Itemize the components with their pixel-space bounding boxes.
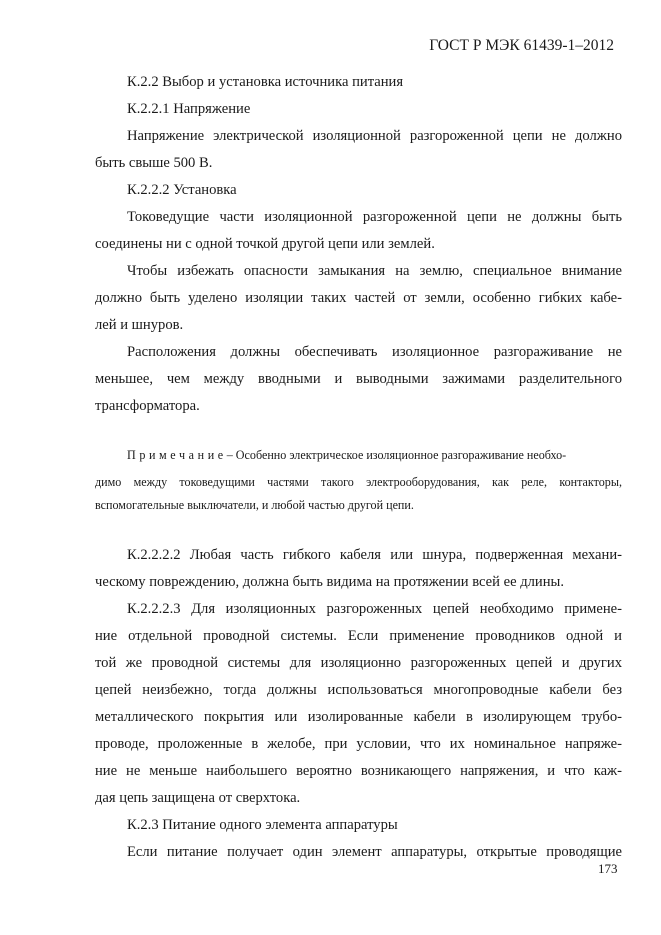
paragraph-line: проводе, проложенные в желобе, при условии, что их номинальное напряже- [95, 736, 622, 752]
paragraph-line: соединены ни с одной точкой другой цепи или землей. [95, 236, 435, 252]
subsection-heading-voltage: К.2.2.1 Напряжение [127, 101, 251, 117]
paragraph-line: ние отдельной проводной системы. Если применение проводников одной и [95, 628, 622, 644]
paragraph-line: Токоведущие части изоляционной разгороженной цепи не должны быть [127, 209, 622, 225]
subsection-heading-installation: К.2.2.2 Установка [127, 182, 237, 198]
note-line: вспомогательные выключатели, и любой частью другой цепи. [95, 498, 414, 512]
section-heading-k23: К.2.3 Питание одного элемента аппаратуры [127, 817, 398, 833]
note-label: Примечание [127, 448, 227, 462]
paragraph-line: цепей неизбежно, тогда должны использоваться многопроводные кабели без [95, 682, 622, 698]
page-number: 173 [598, 861, 618, 876]
paragraph-line: лей и шнуров. [95, 317, 184, 333]
paragraph-line: ние не меньше наибольшего вероятно возникающего напряжения, и что каж- [95, 763, 622, 779]
paragraph-line: металлического покрытия или изолированные кабели в изолирующем трубо- [95, 709, 622, 725]
note-line [127, 445, 622, 465]
paragraph-line: Расположения должны обеспечивать изоляционное разгораживание не [127, 344, 622, 360]
paragraph-line: дая цепь защищена от сверхтока. [95, 790, 301, 806]
paragraph-line: той же проводной системы для изоляционно разгороженных цепей и других [95, 655, 622, 671]
paragraph-line: трансформатора. [95, 398, 200, 414]
paragraph-line: должно быть уделено изоляции таких частей от земли, особенно гибких кабе- [95, 290, 622, 306]
paragraph-line: Чтобы избежать опасности замыкания на землю, специальное внимание [127, 263, 622, 279]
section-heading-k22: К.2.2 Выбор и установка источника питания [127, 74, 404, 90]
paragraph-voltage-line: быть свыше 500 В. [95, 155, 213, 171]
paragraph-line: ческому повреждению, должна быть видима на протяжении всей ее длины. [95, 574, 564, 590]
document-code-header: ГОСТ Р МЭК 61439-1–2012 [429, 37, 614, 54]
paragraph-line: меньшее, чем между вводными и выводными зажимами разделительного [95, 371, 622, 387]
paragraph-line: К.2.2.2.3 Для изоляционных разгороженных цепей необходимо примене- [127, 601, 622, 617]
paragraph-voltage-line: Напряжение электрической изоляционной разгороженной цепи не должно [127, 128, 622, 144]
paragraph-line: К.2.2.2.2 Любая часть гибкого кабеля или шнура, подверженная механи- [127, 547, 622, 563]
paragraph-line: Если питание получает один элемент аппаратуры, открытые проводящие [127, 844, 622, 860]
note-text: – Особенно электрическое изоляционное разгораживание необхо- [226, 448, 567, 462]
note-line: димо между токоведущими частями такого электрооборудования, как реле, контакторы, [95, 475, 622, 489]
